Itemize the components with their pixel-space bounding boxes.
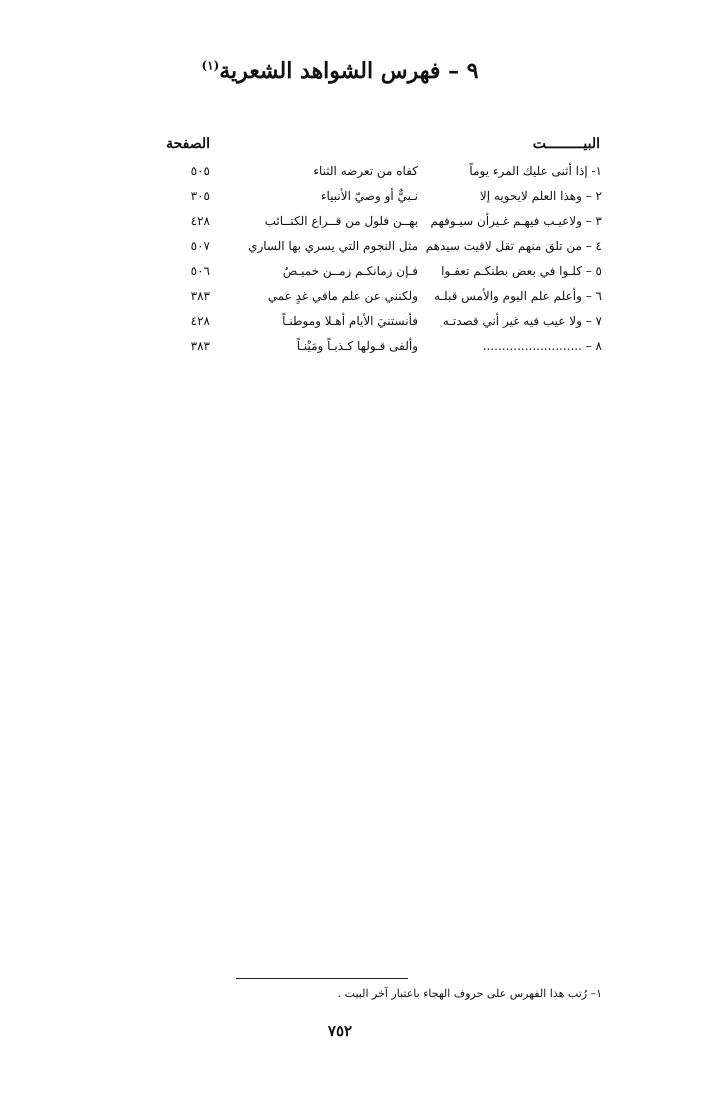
- verse-index-table: [0, 164, 718, 364]
- page-column-header: الصفحة: [166, 136, 210, 152]
- verse-second-hemistich: وألفى قـولها كـذبـاً ومَيْنـاً: [296, 339, 418, 353]
- verse-column-header: البيـــــــــت: [532, 136, 600, 152]
- verse-first-hemistich: ٣ – ولاعيـب فيهـم غـيرأن سيـوفهم: [430, 214, 602, 228]
- table-row: [0, 264, 718, 289]
- verse-first-hemistich: ٨ – ..........................: [482, 339, 602, 353]
- verse-second-hemistich: فأنستنيَ الأيام أهـلا وموطنـاً: [282, 314, 418, 328]
- verse-first-hemistich: ٢ – وهذا العلم لايحويه إلا: [479, 189, 602, 203]
- verse-first-hemistich: ١- إذا أثنى عليك المرء يوماً: [469, 164, 602, 178]
- page-reference: ٤٢٨: [190, 214, 210, 228]
- verse-second-hemistich: نـبيٌّ أو وصيّ الأنبياء: [320, 189, 418, 203]
- verse-first-hemistich: ٤ – من تلق منهم تقل لاقيت سيدهم: [425, 239, 602, 253]
- verse-second-hemistich: كفاه من تعرضه الثناء: [313, 164, 418, 178]
- table-row: [0, 239, 718, 264]
- verse-second-hemistich: ولكنني عن علم مافي غدٍ عمي: [267, 289, 418, 303]
- page-reference: ٣٠٥: [190, 189, 210, 203]
- table-row: [0, 339, 718, 364]
- verse-first-hemistich: ٧ – ولا عيب فيه غير أني قصدتـه: [442, 314, 602, 328]
- page-reference: ٥٠٥: [190, 164, 210, 178]
- verse-second-hemistich: مثل النجوم التي يسري بها الساري: [248, 239, 418, 253]
- page-reference: ٤٢٨: [190, 314, 210, 328]
- footnote-separator: [236, 978, 408, 979]
- verse-second-hemistich: بهــن فلول من قــراع الكتــائب: [264, 214, 418, 228]
- verse-second-hemistich: فـإن زمانكـم زمــن خميـصُ: [282, 264, 418, 278]
- page-reference: ٣٨٣: [190, 339, 210, 353]
- verse-first-hemistich: ٥ – كلـوا في بعض بطنكـم تعفـوا: [441, 264, 602, 278]
- footnote-reference-mark: (١): [201, 58, 220, 73]
- page-title-text: ٩ – فهرس الشواهد الشعرية: [219, 58, 479, 84]
- page-reference: ٥٠٧: [190, 239, 210, 253]
- table-row: [0, 189, 718, 214]
- page-reference: ٥٠٦: [190, 264, 210, 278]
- footnote-text: ١– رُتب هذا الفهرس على حروف الهجاء باعتبار آخر البيت .: [337, 987, 602, 1000]
- page-title: [0, 58, 680, 84]
- table-row: [0, 314, 718, 339]
- table-row: [0, 214, 718, 239]
- verse-first-hemistich: ٦ – وأعلم علم اليوم والأمس قبلـه: [434, 289, 602, 303]
- table-row: [0, 164, 718, 189]
- page-reference: ٣٨٣: [190, 289, 210, 303]
- page-number: ٧٥٢: [327, 1022, 353, 1040]
- table-row: [0, 289, 718, 314]
